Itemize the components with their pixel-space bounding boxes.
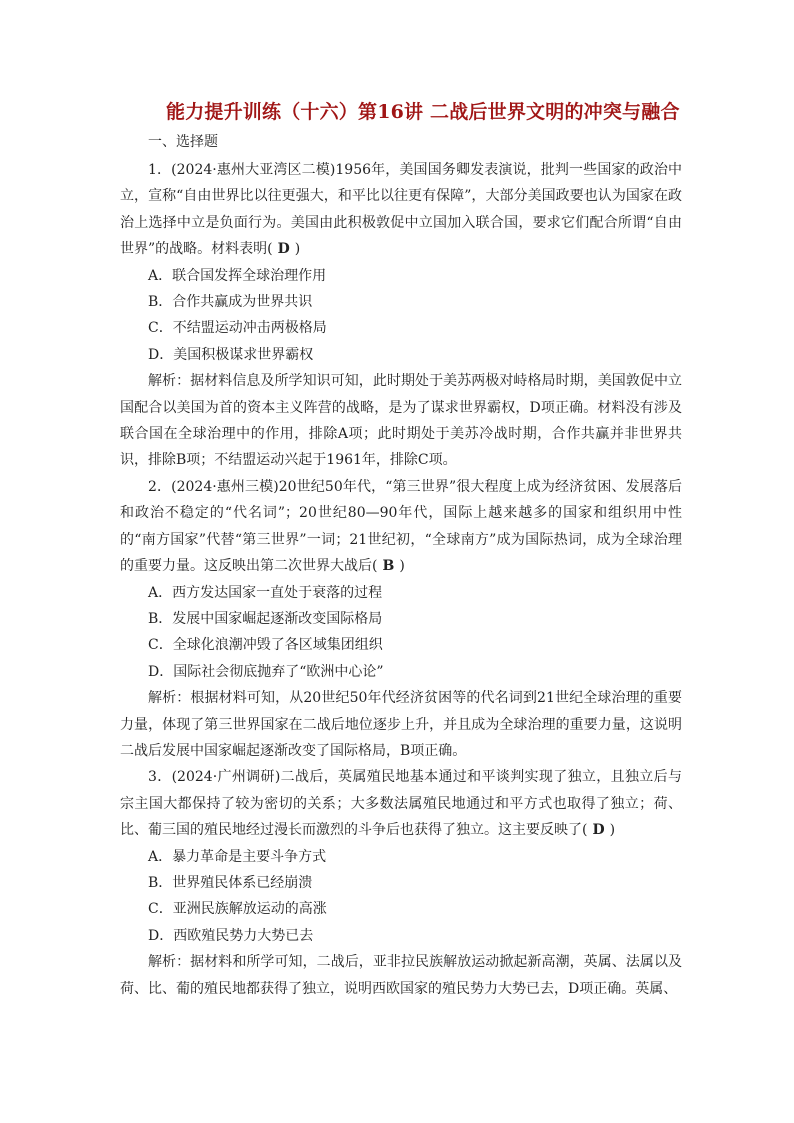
question-text: 3．(2024·广州调研)二战后，英属殖民地基本通过和平谈判实现了独立，且独立后与宗主国大都保持了较为密切的关系；大多数法属殖民地通过和平方式也取得了独立；荷、比、葡三国的殖民地经过漫长而激烈的斗争后也获得了独立。这主要反映了( xyxy=(120,769,682,839)
option-b: B．合作共赢成为世界共识 xyxy=(148,294,313,311)
question-stem xyxy=(120,157,682,263)
answer-letter: B xyxy=(382,558,395,575)
section-heading: 一、选择题 xyxy=(148,134,218,150)
question-stem xyxy=(120,764,682,843)
question-text-end: ) xyxy=(399,558,405,575)
option-a: A．暴力革命是主要斗争方式 xyxy=(148,848,327,865)
question-list xyxy=(120,157,682,1002)
analysis-text: 解析：据材料和所学可知，二战后，亚非拉民族解放运动掀起新高潮，英属、法属以及荷、比、葡的殖民地都获得了独立，说明西欧国家的殖民势力大势已去，D项正确。英属、 xyxy=(120,954,682,997)
question-text-end: ) xyxy=(294,241,301,258)
option-d: D．国际社会彻底抛弃了“欧洲中心论” xyxy=(148,663,384,680)
question-text-end: ) xyxy=(609,822,616,839)
option-c: C．全球化浪潮冲毁了各区域集团组织 xyxy=(148,637,383,654)
option-c: C．亚洲民族解放运动的高涨 xyxy=(148,901,327,918)
question-text: 1．(2024·惠州大亚湾区二模)1956年，美国国务卿发表演说，批判一些国家的政治中立，宣称“自由世界比以往更强大，和平比以往更有保障”，大部分美国政要也认为国家在政治上选择中立是负面行为。美国由此积极敦促中立国加入联合国，要求它们配合所谓“自由世界”的战略。材料表明( xyxy=(120,162,682,258)
option-b: B．世界殖民体系已经崩溃 xyxy=(148,874,313,891)
question-stem xyxy=(120,474,682,580)
question-text: 2．(2024·惠州三模)20世纪50年代，“第三世界”很大程度上成为经济贫困、发展落后和政治不稳定的“代名词”；20世纪80—90年代，国际上越来越多的国家和组织用中性的“南方国家”代替“第三世界”一词；21世纪初，“全球南方”成为国际热词，成为全球治理的重要力量。这反映出第二次世界大战后( xyxy=(120,478,682,575)
option-d: D．美国积极谋求世界霸权 xyxy=(148,346,314,363)
answer-letter: D xyxy=(592,822,605,839)
page-title: 能力提升训练（十六）第16讲 二战后世界文明的冲突与融合 xyxy=(166,101,680,123)
option-a: A．西方发达国家一直处于衰落的过程 xyxy=(148,584,383,601)
option-a: A．联合国发挥全球治理作用 xyxy=(148,267,327,284)
option-b: B．发展中国家崛起逐渐改变国际格局 xyxy=(148,610,383,627)
option-c: C．不结盟运动冲击两极格局 xyxy=(148,320,327,337)
analysis-text: 解析：根据材料可知，从20世纪50年代经济贫困等的代名词到21世纪全球治理的重要力量，体现了第三世界国家在二战后地位逐步上升，并且成为全球治理的重要力量，这说明二战后发展中国家崛起逐渐改变了国际格局，B项正确。 xyxy=(120,690,682,759)
analysis-text: 解析：据材料信息及所学知识可知，此时期处于美苏两极对峙格局时期，美国敦促中立国配合以美国为首的资本主义阵营的战略，是为了谋求世界霸权，D项正确。材料没有涉及联合国在全球治理中的作用，排除A项；此时期处于美苏冷战时期，合作共赢并非世界共识，排除B项；不结盟运动兴起于1961年，排除C项。 xyxy=(120,373,682,469)
answer-letter: D xyxy=(277,241,290,258)
option-d: D．西欧殖民势力大势已去 xyxy=(148,927,314,944)
